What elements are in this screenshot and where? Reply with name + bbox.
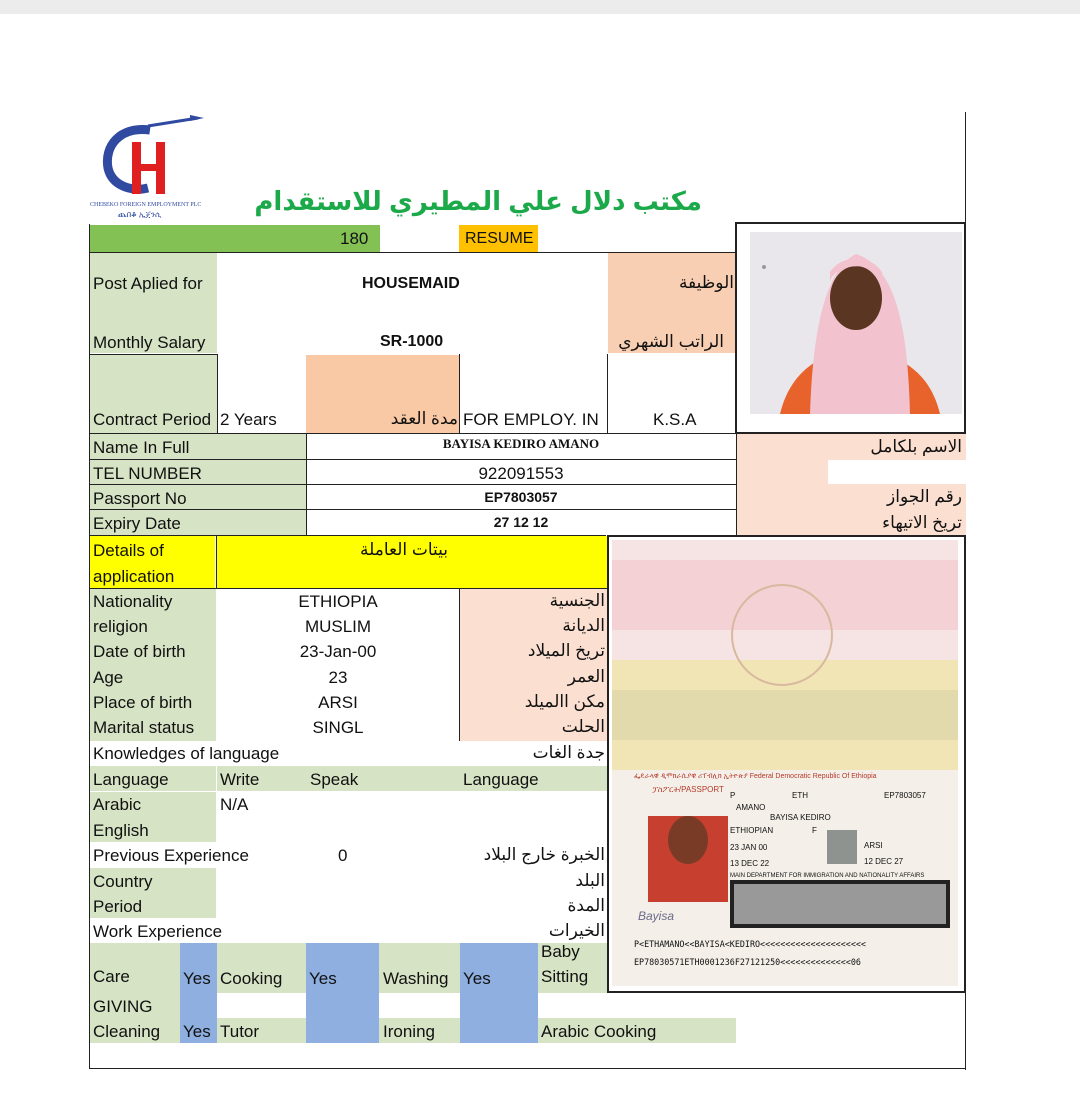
details-divider <box>216 536 217 588</box>
contract-divider-1 <box>217 354 218 434</box>
period-arabic-label: المدة <box>567 896 605 915</box>
resume-label: RESUME <box>465 230 534 247</box>
contract-label: Contract Period <box>93 410 212 429</box>
nationality-value: ETHIOPIA <box>298 592 378 611</box>
passport-dob: 23 JAN 00 <box>730 843 768 852</box>
skill-tutor: Tutor <box>220 1022 260 1041</box>
experience-value: 0 <box>338 846 348 865</box>
period-label: Period <box>93 897 143 916</box>
language-header-write: Write <box>220 770 260 789</box>
knowledge-label: Knowledges of language <box>93 744 280 763</box>
pob-value: ARSI <box>318 693 358 712</box>
nationality-arabic-label: الجنسية <box>549 591 605 610</box>
skill-baby-line2: Sitting <box>541 967 589 986</box>
passport-nationality: ETHIOPIAN <box>730 826 774 835</box>
dob-value: 23-Jan-00 <box>299 642 377 661</box>
religion-value: MUSLIM <box>304 617 372 636</box>
header-green-bar <box>90 225 217 252</box>
expiry-value: 27 12 12 <box>493 514 549 530</box>
language-header-divider <box>216 766 217 791</box>
skills-white-gap-2 <box>379 993 460 1018</box>
salary-arabic-label: الراتب الشهري <box>618 332 724 351</box>
passport-word: ፓስፖርት/PASSPORT <box>652 785 724 794</box>
contract-value: 2 Years <box>220 410 277 429</box>
post-label: Post Aplied for <box>93 274 203 293</box>
skill-cooking-yes: Yes <box>309 969 337 988</box>
skill-cleaning: Cleaning <box>93 1022 161 1041</box>
marital-label: Marital status <box>93 718 195 737</box>
tel-arabic-blank <box>828 460 966 484</box>
country-arabic-label: البلد <box>575 871 605 890</box>
passport-given-names: BAYISA KEDIRO <box>770 813 831 822</box>
passport-value: EP7803057 <box>484 489 558 505</box>
employ-label: FOR EMPLOY. IN <box>463 410 599 429</box>
skill-washing-yes: Yes <box>463 969 491 988</box>
passport-pob: ARSI <box>864 841 883 850</box>
passport-issue: 13 DEC 22 <box>730 859 770 868</box>
passport-mrz-line1: P<ETHAMANO<<BAYISA<KEDIRO<<<<<<<<<<<<<<<<<<<<< <box>634 939 866 949</box>
viewer-top-bar <box>0 0 1080 14</box>
passport-scan <box>612 540 958 986</box>
skills-white-gap-3 <box>538 993 607 1018</box>
language-header-language-ar: Language <box>463 770 539 789</box>
id-line-2 <box>90 484 736 485</box>
contract-arabic-label: مدة العقد <box>390 409 458 428</box>
skill-arabic-cooking: Arabic Cooking <box>541 1022 657 1041</box>
language-header-speak: Speak <box>310 770 359 789</box>
passport-authority: MAIN DEPARTMENT FOR IMMIGRATION AND NATIONALITY AFFAIRS <box>730 873 925 879</box>
skill-cooking: Cooking <box>220 969 283 988</box>
dob-label: Date of birth <box>93 642 186 661</box>
applicant-photo <box>750 232 962 414</box>
passport-number: EP7803057 <box>884 791 926 800</box>
skill-cleaning-yes: Yes <box>183 1022 211 1041</box>
religion-arabic-label: الديانة <box>562 616 605 635</box>
religion-label: religion <box>93 617 148 636</box>
age-label: Age <box>93 668 124 687</box>
passport-type: P <box>730 791 736 800</box>
skill-ironing: Ironing <box>383 1022 435 1041</box>
post-arabic-label: الوظيفة <box>678 273 734 292</box>
post-value: HOUSEMAID <box>362 275 460 292</box>
contract-top-line <box>90 354 218 355</box>
marital-value: SINGL <box>312 718 364 737</box>
tel-label: TEL NUMBER <box>93 464 202 483</box>
nationality-label: Nationality <box>93 592 173 611</box>
language-header-language: Language <box>93 770 169 789</box>
skill-care: Care <box>93 967 130 986</box>
skill-care-yes: Yes <box>183 969 211 988</box>
contract-divider-3 <box>607 354 608 434</box>
language-arabic: Arabic <box>93 795 142 814</box>
details-label-line2: application <box>93 567 175 586</box>
passport-expiry: 12 DEC 27 <box>864 857 904 866</box>
expiry-label: Expiry Date <box>93 514 181 533</box>
name-label: Name In Full <box>93 438 190 457</box>
skill-baby-line1: Baby <box>541 942 580 961</box>
record-number: 180 <box>340 229 369 248</box>
passport-signature: Bayisa <box>638 909 675 923</box>
id-line-3 <box>90 509 736 510</box>
contract-divider-2 <box>459 354 460 434</box>
knowledge-arabic-label: جدة الغات <box>532 743 605 762</box>
passport-arabic-label: رقم الجواز <box>887 487 962 506</box>
country-label: Country <box>93 872 153 891</box>
details-arabic-label: بيتات العاملة <box>359 540 448 559</box>
skills-white-gap-1 <box>217 993 306 1018</box>
dob-arabic-label: تريخ الميلاد <box>527 641 605 660</box>
work-experience-label: Work Experience <box>93 922 223 941</box>
work-experience-arabic-label: الخيرات <box>548 921 605 940</box>
name-value: BAYISA KEDIRO AMANO <box>442 436 600 451</box>
experience-label: Previous Experience <box>93 846 249 865</box>
age-value: 23 <box>328 668 348 687</box>
skill-washing: Washing <box>383 969 449 988</box>
language-arabic-write: N/A <box>220 795 249 814</box>
pob-label: Place of birth <box>93 693 193 712</box>
name-arabic-label: الاسم بلكامل <box>870 437 962 456</box>
passport-label: Passport No <box>93 489 187 508</box>
marital-arabic-label: الحلت <box>561 717 605 736</box>
pob-arabic-label: مكن االميلد <box>524 692 605 711</box>
logo-company-name-amharic: ጨበቆ ኢጀንሲ <box>118 210 162 219</box>
passport-code: ETH <box>792 791 808 800</box>
tel-value: 922091553 <box>478 464 564 483</box>
salary-label: Monthly Salary <box>93 333 206 352</box>
logo-company-name: CHEBEKO FOREIGN EMPLOYMENT PLC <box>90 202 202 208</box>
id-divider-right <box>736 434 737 535</box>
frame-bottom <box>89 1068 966 1069</box>
employ-country: K.S.A <box>653 410 697 429</box>
passport-mrz-line2: EP78030571ETH0001236F27121250<<<<<<<<<<<<<<06 <box>634 957 861 967</box>
skill-giving: GIVING <box>93 997 153 1016</box>
cooking-yes-cell <box>306 943 379 1043</box>
washing-yes-cell <box>460 943 538 1043</box>
id-line-1 <box>90 459 736 460</box>
salary-value: SR-1000 <box>380 333 444 350</box>
company-logo <box>90 112 220 224</box>
passport-sex: F <box>812 826 817 835</box>
logo-mark <box>90 112 220 202</box>
details-label-line1: Details of <box>93 541 164 560</box>
expiry-arabic-label: تريخ الاتيهاء <box>882 513 962 532</box>
language-english: English <box>93 821 149 840</box>
passport-surname: AMANO <box>736 803 766 812</box>
office-title: مكتب دلال علي المطيري للاستقدام <box>254 186 702 216</box>
age-arabic-label: العمر <box>567 667 605 686</box>
passport-country-header: ፌዴራላዊ ዲሞክራሲያዊ ሪፐብሊክ ኢትዮጵያ Federal Democratic Republic Of Ethiopia <box>634 773 877 780</box>
experience-arabic-label: الخبرة خارج البلاد <box>483 845 605 864</box>
